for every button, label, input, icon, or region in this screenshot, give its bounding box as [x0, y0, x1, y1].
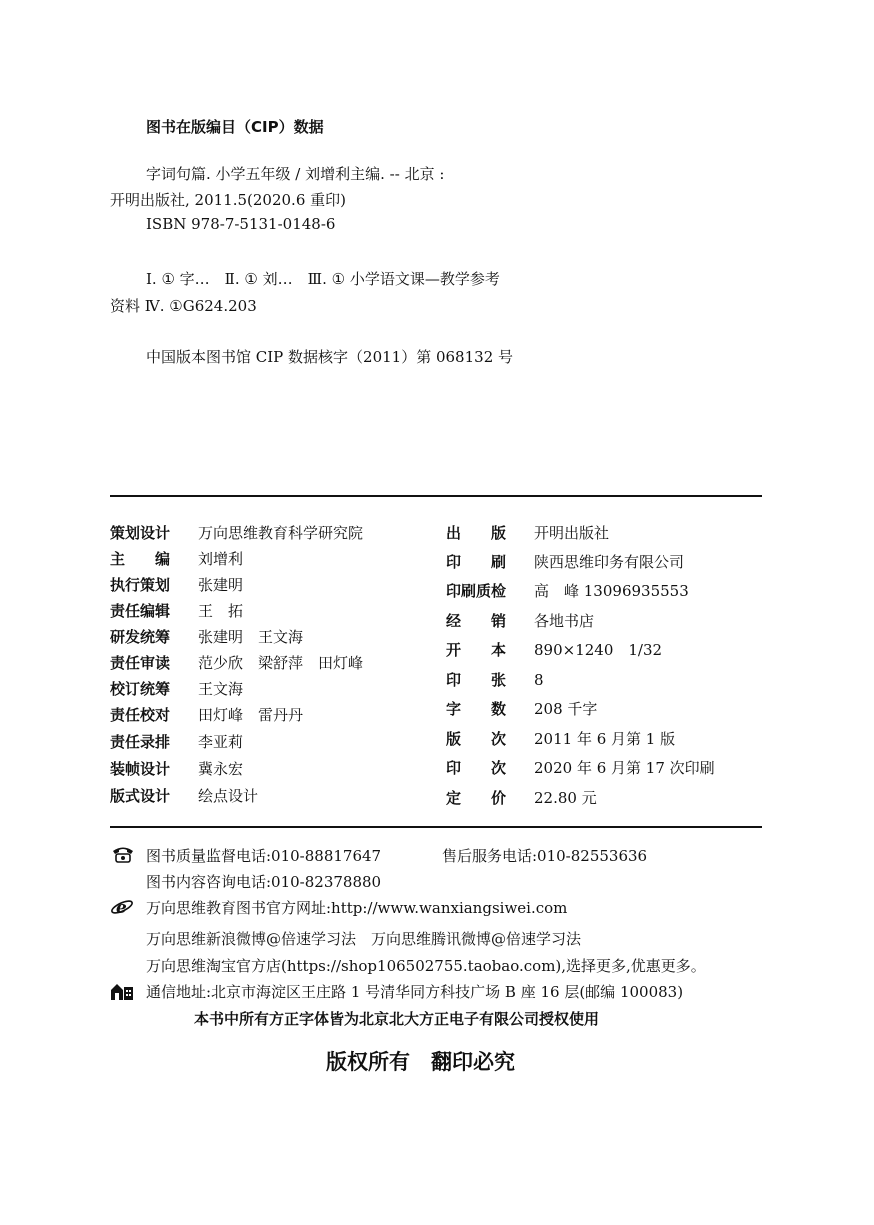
pub-row [446, 757, 715, 778]
pub-row [446, 610, 594, 631]
credit-label: 执行策划 [110, 576, 171, 594]
quality-phone: 图书质量监督电话:010-88817647 [146, 847, 382, 865]
svg-text:e: e [116, 898, 127, 918]
credit-row [110, 574, 243, 595]
top-divider [110, 495, 762, 497]
pub-label: 印 张 [446, 671, 507, 689]
pub-row [446, 787, 597, 808]
pub-row [446, 580, 689, 601]
weibo: 万向思维新浪微博@倍速学习法 万向思维腾讯微博@倍速学习法 [146, 930, 582, 948]
credit-label: 装帧设计 [110, 760, 171, 778]
pub-row [446, 522, 609, 543]
pub-label: 印刷质检 [446, 582, 507, 600]
credit-value: 王文海 [198, 680, 244, 698]
pub-label: 印 次 [446, 759, 507, 777]
credit-value: 冀永宏 [198, 760, 244, 778]
pub-value: 2011 年 6 月第 1 版 [534, 730, 676, 748]
cip-isbn: ISBN 978-7-5131-0148-6 [146, 215, 336, 233]
cip-line-1: 字词句篇. 小学五年级 / 刘增利主编. -- 北京 : [146, 165, 445, 183]
credit-label: 策划设计 [110, 524, 171, 542]
pub-label: 开 本 [446, 641, 507, 659]
credit-row [110, 704, 303, 725]
credit-value: 王 拓 [198, 602, 244, 620]
pub-label: 版 次 [446, 730, 507, 748]
credit-row [110, 548, 243, 569]
pub-value: 陕西思维印务有限公司 [534, 553, 685, 571]
pub-row [446, 551, 684, 572]
font-license-notice: 本书中所有方正字体皆为北京北大方正电子有限公司授权使用 [194, 1010, 600, 1028]
credit-row [110, 522, 363, 543]
cip-line-2: 开明出版社, 2011.5(2020.6 重印) [110, 191, 346, 209]
mailing-address: 通信地址:北京市海淀区王庄路 1 号清华同方科技广场 B 座 16 层(邮编 100083) [146, 983, 684, 1001]
credit-row [110, 758, 243, 779]
pub-row [446, 698, 597, 719]
credit-value: 李亚莉 [198, 733, 244, 751]
pub-label: 出 版 [446, 524, 507, 542]
website: 万向思维教育图书官方网址:http://www.wanxiangsiwei.com [146, 899, 568, 917]
cip-title: 图书在版编目（CIP）数据 [146, 118, 324, 136]
pub-row [446, 728, 675, 749]
pub-value: 各地书店 [534, 612, 595, 630]
credit-row [110, 600, 243, 621]
cip-line-4: Ⅰ. ① 字… Ⅱ. ① 刘… Ⅲ. ① 小学语文课—教学参考 [146, 270, 500, 288]
credit-label: 校订统筹 [110, 680, 171, 698]
credit-value: 绘点设计 [198, 787, 259, 805]
pub-value: 208 千字 [534, 700, 598, 718]
cip-line-6: 中国版本图书馆 CIP 数据核字（2011）第 068132 号 [146, 348, 514, 366]
phone-icon [111, 845, 135, 867]
pub-value: 8 [534, 671, 544, 689]
credit-value: 田灯峰 雷丹丹 [198, 706, 304, 724]
pub-label: 经 销 [446, 612, 507, 630]
copyright-notice: 版权所有 翻印必究 [326, 1050, 515, 1074]
credit-label: 责任编辑 [110, 602, 171, 620]
credit-label: 责任校对 [110, 706, 171, 724]
pub-label: 定 价 [446, 789, 507, 807]
pub-row [446, 669, 544, 690]
pub-value: 开明出版社 [534, 524, 610, 542]
credit-label: 主 编 [110, 550, 171, 568]
pub-value: 高 峰 13096935553 [534, 582, 689, 600]
bottom-divider [110, 826, 762, 828]
taobao-store: 万向思维淘宝官方店(https://shop106502755.taobao.com),选择更多,优惠更多。 [146, 957, 706, 975]
credit-row [110, 652, 363, 673]
credit-value: 张建明 王文海 [198, 628, 304, 646]
credit-row [110, 678, 243, 699]
credit-row [110, 785, 258, 806]
pub-row [446, 639, 662, 660]
pub-value: 2020 年 6 月第 17 次印刷 [534, 759, 715, 777]
credit-value: 万向思维教育科学研究院 [198, 524, 364, 542]
pub-label: 印 刷 [446, 553, 507, 571]
credit-label: 责任审读 [110, 654, 171, 672]
content-phone: 图书内容咨询电话:010-82378880 [146, 873, 382, 891]
credit-value: 张建明 [198, 576, 244, 594]
credit-value: 范少欣 梁舒萍 田灯峰 [198, 654, 364, 672]
pub-label: 字 数 [446, 700, 507, 718]
credit-label: 版式设计 [110, 787, 171, 805]
credit-label: 研发统筹 [110, 628, 171, 646]
credit-label: 责任录排 [110, 733, 171, 751]
credit-row [110, 626, 303, 647]
building-icon [110, 981, 134, 1005]
credit-row [110, 731, 243, 752]
pub-value: 22.80 元 [534, 789, 597, 807]
service-phone: 售后服务电话:010-82553636 [442, 847, 648, 865]
browser-e-icon [110, 896, 134, 922]
cip-line-5: 资料 Ⅳ. ①G624.203 [110, 297, 257, 315]
pub-value: 890×1240 1/32 [534, 641, 663, 659]
credit-value: 刘增利 [198, 550, 244, 568]
